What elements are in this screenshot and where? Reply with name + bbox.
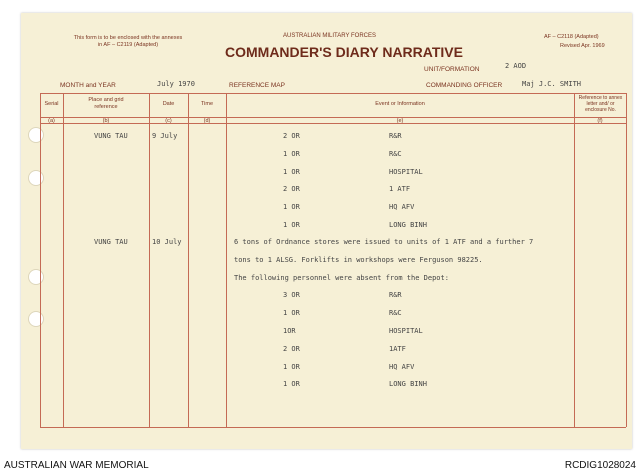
col-letter: (c): [165, 118, 172, 124]
absence-count: 1 OR: [283, 380, 300, 388]
col-letter: (e): [396, 118, 404, 124]
col-place: Place and grid reference: [88, 97, 124, 110]
absence-dest: 1 ATF: [389, 185, 411, 193]
absence-count: 2 OR: [283, 132, 300, 140]
enclose-note: This form is to be enclosed with the annexes in AF – C2119 (Adapted): [73, 35, 183, 48]
co-value: Maj J.C. SMITH: [522, 80, 582, 88]
entry-date: 9 July: [152, 132, 178, 140]
absence-count: 2 OR: [283, 345, 300, 353]
refmap-label: REFERENCE MAP: [229, 82, 285, 89]
page-title: COMMANDER'S DIARY NARRATIVE: [225, 44, 463, 60]
co-label: COMMANDING OFFICER: [426, 82, 503, 89]
col-letter: (a): [48, 118, 55, 124]
col-date: Date: [162, 101, 175, 107]
absence-count: 1 OR: [283, 168, 300, 176]
punch-hole: [28, 311, 44, 327]
col-time: Time: [200, 101, 214, 107]
entry-place: VUNG TAU: [94, 238, 128, 246]
absence-dest: HOSPITAL: [389, 168, 423, 176]
absence-count: 1 OR: [283, 203, 300, 211]
absence-dest: HQ AFV: [389, 363, 415, 371]
absence-count: 1 OR: [283, 150, 300, 158]
punch-hole: [28, 269, 44, 285]
absence-dest: HOSPITAL: [389, 327, 423, 335]
absence-count: 1 OR: [283, 221, 300, 229]
unit-label: UNIT/FORMATION: [424, 66, 480, 73]
col-letter: (f): [597, 118, 603, 124]
absence-count: 1 OR: [283, 309, 300, 317]
unit-value: 2 AOD: [505, 62, 527, 70]
entry-place: VUNG TAU: [94, 132, 128, 140]
col-serial: Serial: [44, 101, 59, 107]
absence-dest: R&C: [389, 309, 402, 317]
absence-count: 2 OR: [283, 185, 300, 193]
absence-dest: R&R: [389, 291, 402, 299]
archive-credit: AUSTRALIAN WAR MEMORIAL: [4, 460, 149, 471]
form-code: AF – C2118 (Adapted): [544, 34, 599, 40]
archive-id: RCDIG1028024: [564, 460, 636, 471]
absence-count: 1 OR: [283, 363, 300, 371]
entry-narrative: tons to 1 ALSG. Forklifts in workshops were Ferguson 98225.: [234, 256, 483, 264]
absence-count: 3 OR: [283, 291, 300, 299]
month-label: MONTH and YEAR: [60, 82, 116, 89]
absence-dest: R&R: [389, 132, 402, 140]
entry-narrative: The following personnel were absent from the Depot:: [234, 274, 449, 282]
absence-dest: 1ATF: [389, 345, 406, 353]
month-value: July 1970: [157, 80, 195, 88]
col-letter: (d): [203, 118, 211, 124]
absence-dest: R&C: [389, 150, 402, 158]
punch-hole: [28, 127, 44, 143]
entry-narrative: 6 tons of Ordnance stores were issued to units of 1 ATF and a further 7: [234, 238, 534, 246]
col-event: Event or Information: [375, 101, 425, 107]
absence-count: 1OR: [283, 327, 296, 335]
diary-sheet: [21, 13, 632, 449]
org-name: AUSTRALIAN MILITARY FORCES: [283, 33, 377, 39]
punch-hole: [28, 170, 44, 186]
entry-date: 10 July: [152, 238, 182, 246]
absence-dest: HQ AFV: [389, 203, 415, 211]
absence-dest: LONG BINH: [389, 380, 427, 388]
absence-dest: LONG BINH: [389, 221, 427, 229]
revised-date: Revised Apr. 1969: [560, 43, 605, 49]
col-letter: (b): [102, 118, 110, 124]
col-ref: Reference to annex letter and/ or enclosure No.: [578, 95, 623, 113]
